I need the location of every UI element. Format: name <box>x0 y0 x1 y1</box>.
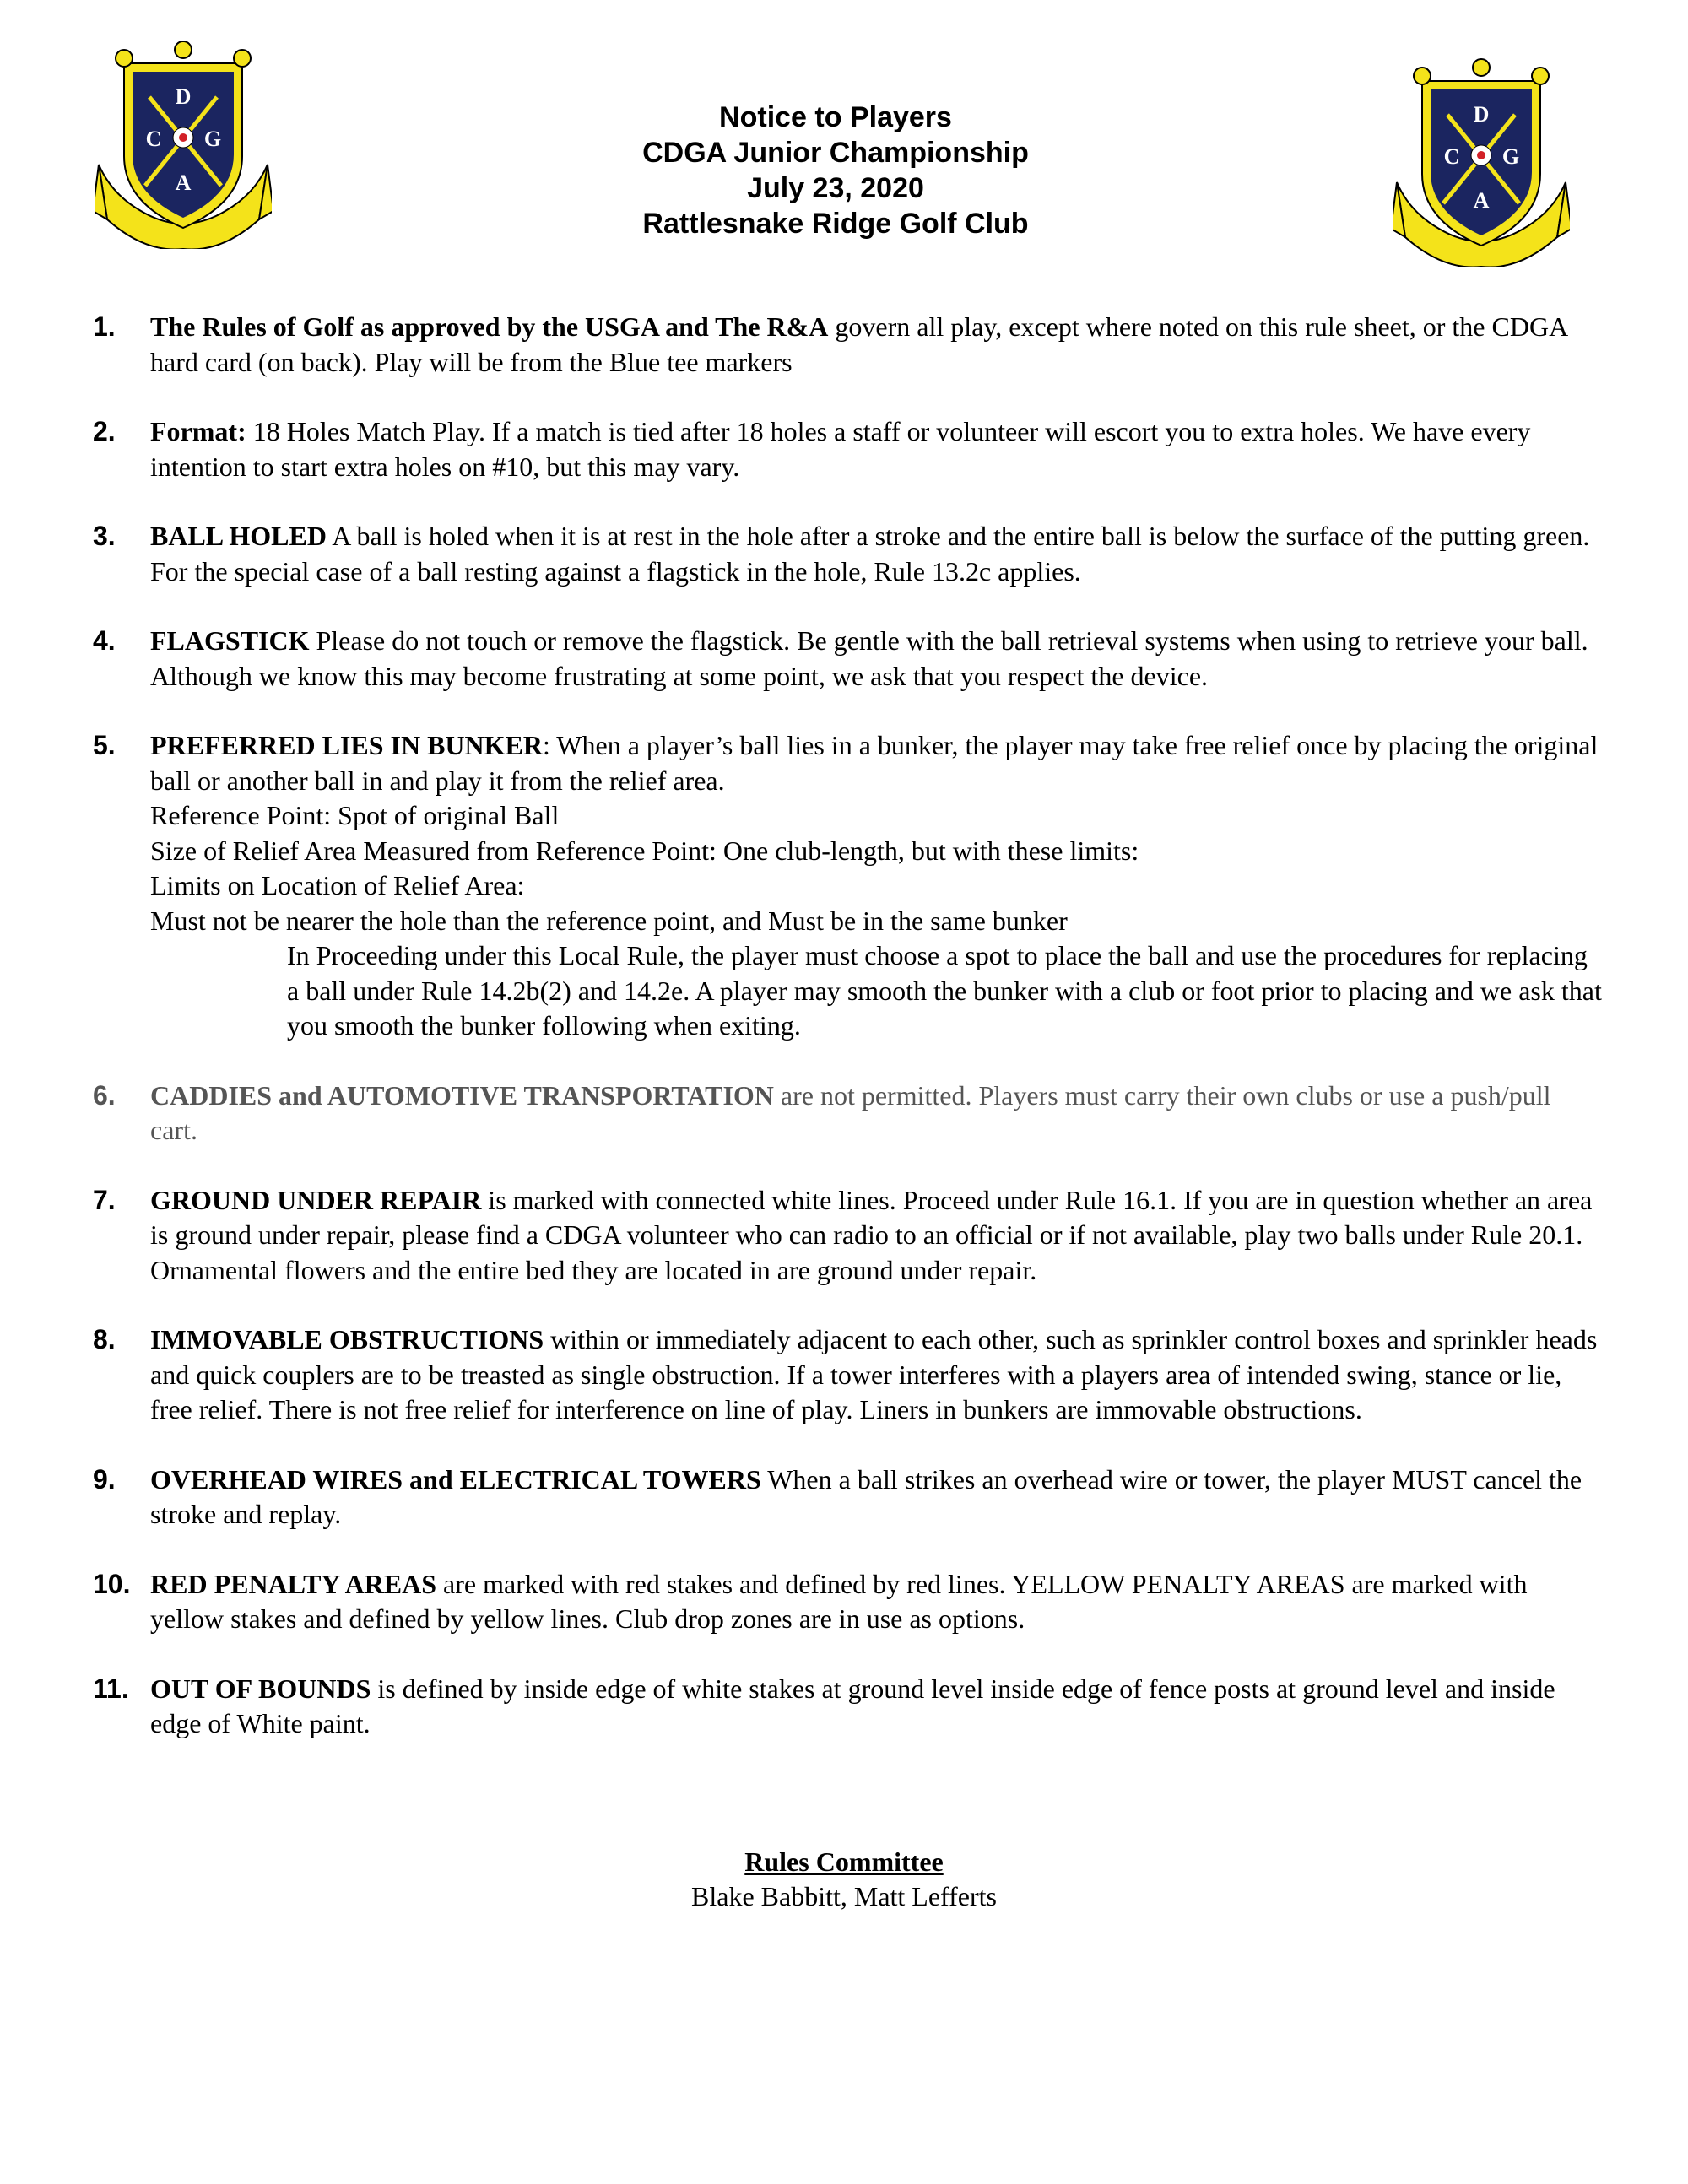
header-venue: Rattlesnake Ridge Golf Club <box>642 208 1029 240</box>
cdga-logo-left <box>95 38 272 249</box>
rule-text: 18 Holes Match Play. If a match is tied after 18 holes a staff or volunteer will escort you to extra holes. We have every intention to start extra holes on #10, but this may vary. <box>150 416 1531 482</box>
rule-heading: OUT OF BOUNDS <box>150 1673 371 1704</box>
rule-heading: RED PENALTY AREAS <box>150 1568 437 1599</box>
rule-number: 2. <box>93 416 116 446</box>
rule-heading: PREFERRED LIES IN BUNKER <box>150 730 543 760</box>
rule-heading: FLAGSTICK <box>150 625 310 656</box>
cdga-logo-right <box>1393 56 1570 267</box>
rule-heading: IMMOVABLE OBSTRUCTIONS <box>150 1324 544 1354</box>
committee-title: Rules Committee <box>744 1846 944 1877</box>
rule-item-4 <box>93 624 1604 694</box>
rule-line: Size of Relief Area Measured from Reference Point: One club-length, but with these limits: <box>150 835 1139 866</box>
rule-number: 4. <box>93 625 116 656</box>
rule-item-3 <box>93 519 1604 589</box>
rule-text: is marked with connected white lines. Proceed under Rule 16.1. If you are in question whether an area is ground under repair, please find a CDGA volunteer who can radio to an official or if not available, play two balls under Rule 20.1. Ornamental flowers and the entire bed they are located in are ground under repair. <box>150 1184 1593 1285</box>
rule-heading: GROUND UNDER REPAIR <box>150 1184 482 1215</box>
rule-text: A ball is holed when it is at rest in the hole after a stroke and the entire ball is below the surface of the putting green. For the special case of a ball resting against a flagstick in the hole, Rule 13.2c applies. <box>150 521 1590 587</box>
rule-item-2 <box>93 414 1604 484</box>
rule-text: : When a player’s ball lies in a bunker, the player may take free relief once by placing the original ball or another ball in and play it from the relief area. <box>150 730 1599 796</box>
rule-item-9 <box>93 1462 1604 1533</box>
rule-item-8 <box>93 1322 1604 1428</box>
cdga-crest-icon <box>1393 56 1570 267</box>
rule-text: is defined by inside edge of white stakes at ground level inside edge of fence posts at ground level and inside edge of White paint. <box>150 1673 1555 1738</box>
rule-text: are not permitted. Players must carry their own clubs or use a push/pull cart. <box>150 1079 1551 1145</box>
rule-item-11 <box>93 1672 1604 1742</box>
svg-text:G: G <box>1501 144 1520 169</box>
rule-item-7 <box>93 1183 1604 1289</box>
notice-header <box>473 100 1198 241</box>
rule-item-6 <box>93 1078 1604 1149</box>
rule-line: Reference Point: Spot of original Ball <box>150 800 560 830</box>
rule-number: 1. <box>93 311 116 342</box>
rule-item-10 <box>93 1567 1604 1637</box>
rule-heading: The Rules of Golf as approved by the USGA and The R&A <box>150 311 829 342</box>
rule-heading: Format: <box>150 416 246 446</box>
rule-indented-text: In Proceeding under this Local Rule, the player must choose a spot to place the ball and use the procedures for replacing a ball under Rule 14.2b(2) and 14.2e. A player may smooth the bunker with a club or foot prior to placing and we ask that you smooth the bunker following when exiting. <box>287 940 1602 1041</box>
svg-text:D: D <box>1473 102 1490 127</box>
rule-text: are marked with red stakes and defined by red lines. YELLOW PENALTY AREAS are marked with yellow stakes and defined by yellow lines. Club drop zones are in use as options. <box>150 1568 1528 1634</box>
rules-list <box>93 310 1604 1776</box>
svg-text:D: D <box>175 84 192 109</box>
rule-heading: OVERHEAD WIRES and ELECTRICAL TOWERS <box>150 1463 761 1495</box>
rule-item-5 <box>93 728 1604 1044</box>
header-date: July 23, 2020 <box>747 172 924 204</box>
cdga-crest-icon <box>95 38 272 249</box>
svg-text:A: A <box>175 170 192 195</box>
rule-number: 8. <box>93 1324 116 1354</box>
rule-text: Please do not touch or remove the flagstick. Be gentle with the ball retrieval systems when using to retrieve your ball. Although we know this may become frustrating at some point, we ask that you respect the device. <box>150 625 1588 691</box>
rule-line: Limits on Location of Relief Area: <box>150 870 525 900</box>
rule-text: within or immediately adjacent to each other, such as sprinkler control boxes and sprinkler heads and quick couplers are to be treasted as single obstruction. If a tower interferes with a players area of intended swing, stance or lie, free relief. There is not free relief for interference on line of play. Liners in bunkers are immovable obstructions. <box>150 1324 1598 1424</box>
svg-text:C: C <box>145 127 162 151</box>
rules-committee-footer <box>506 1845 1182 1914</box>
rule-number: 11. <box>93 1673 129 1704</box>
rule-number: 10. <box>93 1568 131 1599</box>
rule-line: Must not be nearer the hole than the reference point, and Must be in the same bunker <box>150 905 1068 936</box>
committee-members: Blake Babbitt, Matt Lefferts <box>691 1881 997 1911</box>
rule-number: 9. <box>93 1463 116 1495</box>
header-title: Notice to Players <box>719 101 952 133</box>
rule-heading: CADDIES and AUTOMOTIVE TRANSPORTATION <box>150 1079 774 1111</box>
svg-text:C: C <box>1443 144 1460 169</box>
header-event: CDGA Junior Championship <box>642 137 1029 169</box>
rule-item-1 <box>93 310 1604 380</box>
svg-text:A: A <box>1473 188 1490 213</box>
rule-text: When a ball strikes an overhead wire or tower, the player MUST cancel the stroke and replay. <box>150 1463 1582 1529</box>
rule-number: 6. <box>93 1079 116 1111</box>
svg-text:G: G <box>203 127 222 151</box>
rule-number: 7. <box>93 1184 116 1215</box>
rule-heading: BALL HOLED <box>150 521 327 551</box>
rule-text: govern all play, except where noted on this rule sheet, or the CDGA hard card (on back). Play will be from the Blue tee markers <box>150 311 1567 377</box>
rule-number: 5. <box>93 730 116 760</box>
rule-number: 3. <box>93 521 116 551</box>
